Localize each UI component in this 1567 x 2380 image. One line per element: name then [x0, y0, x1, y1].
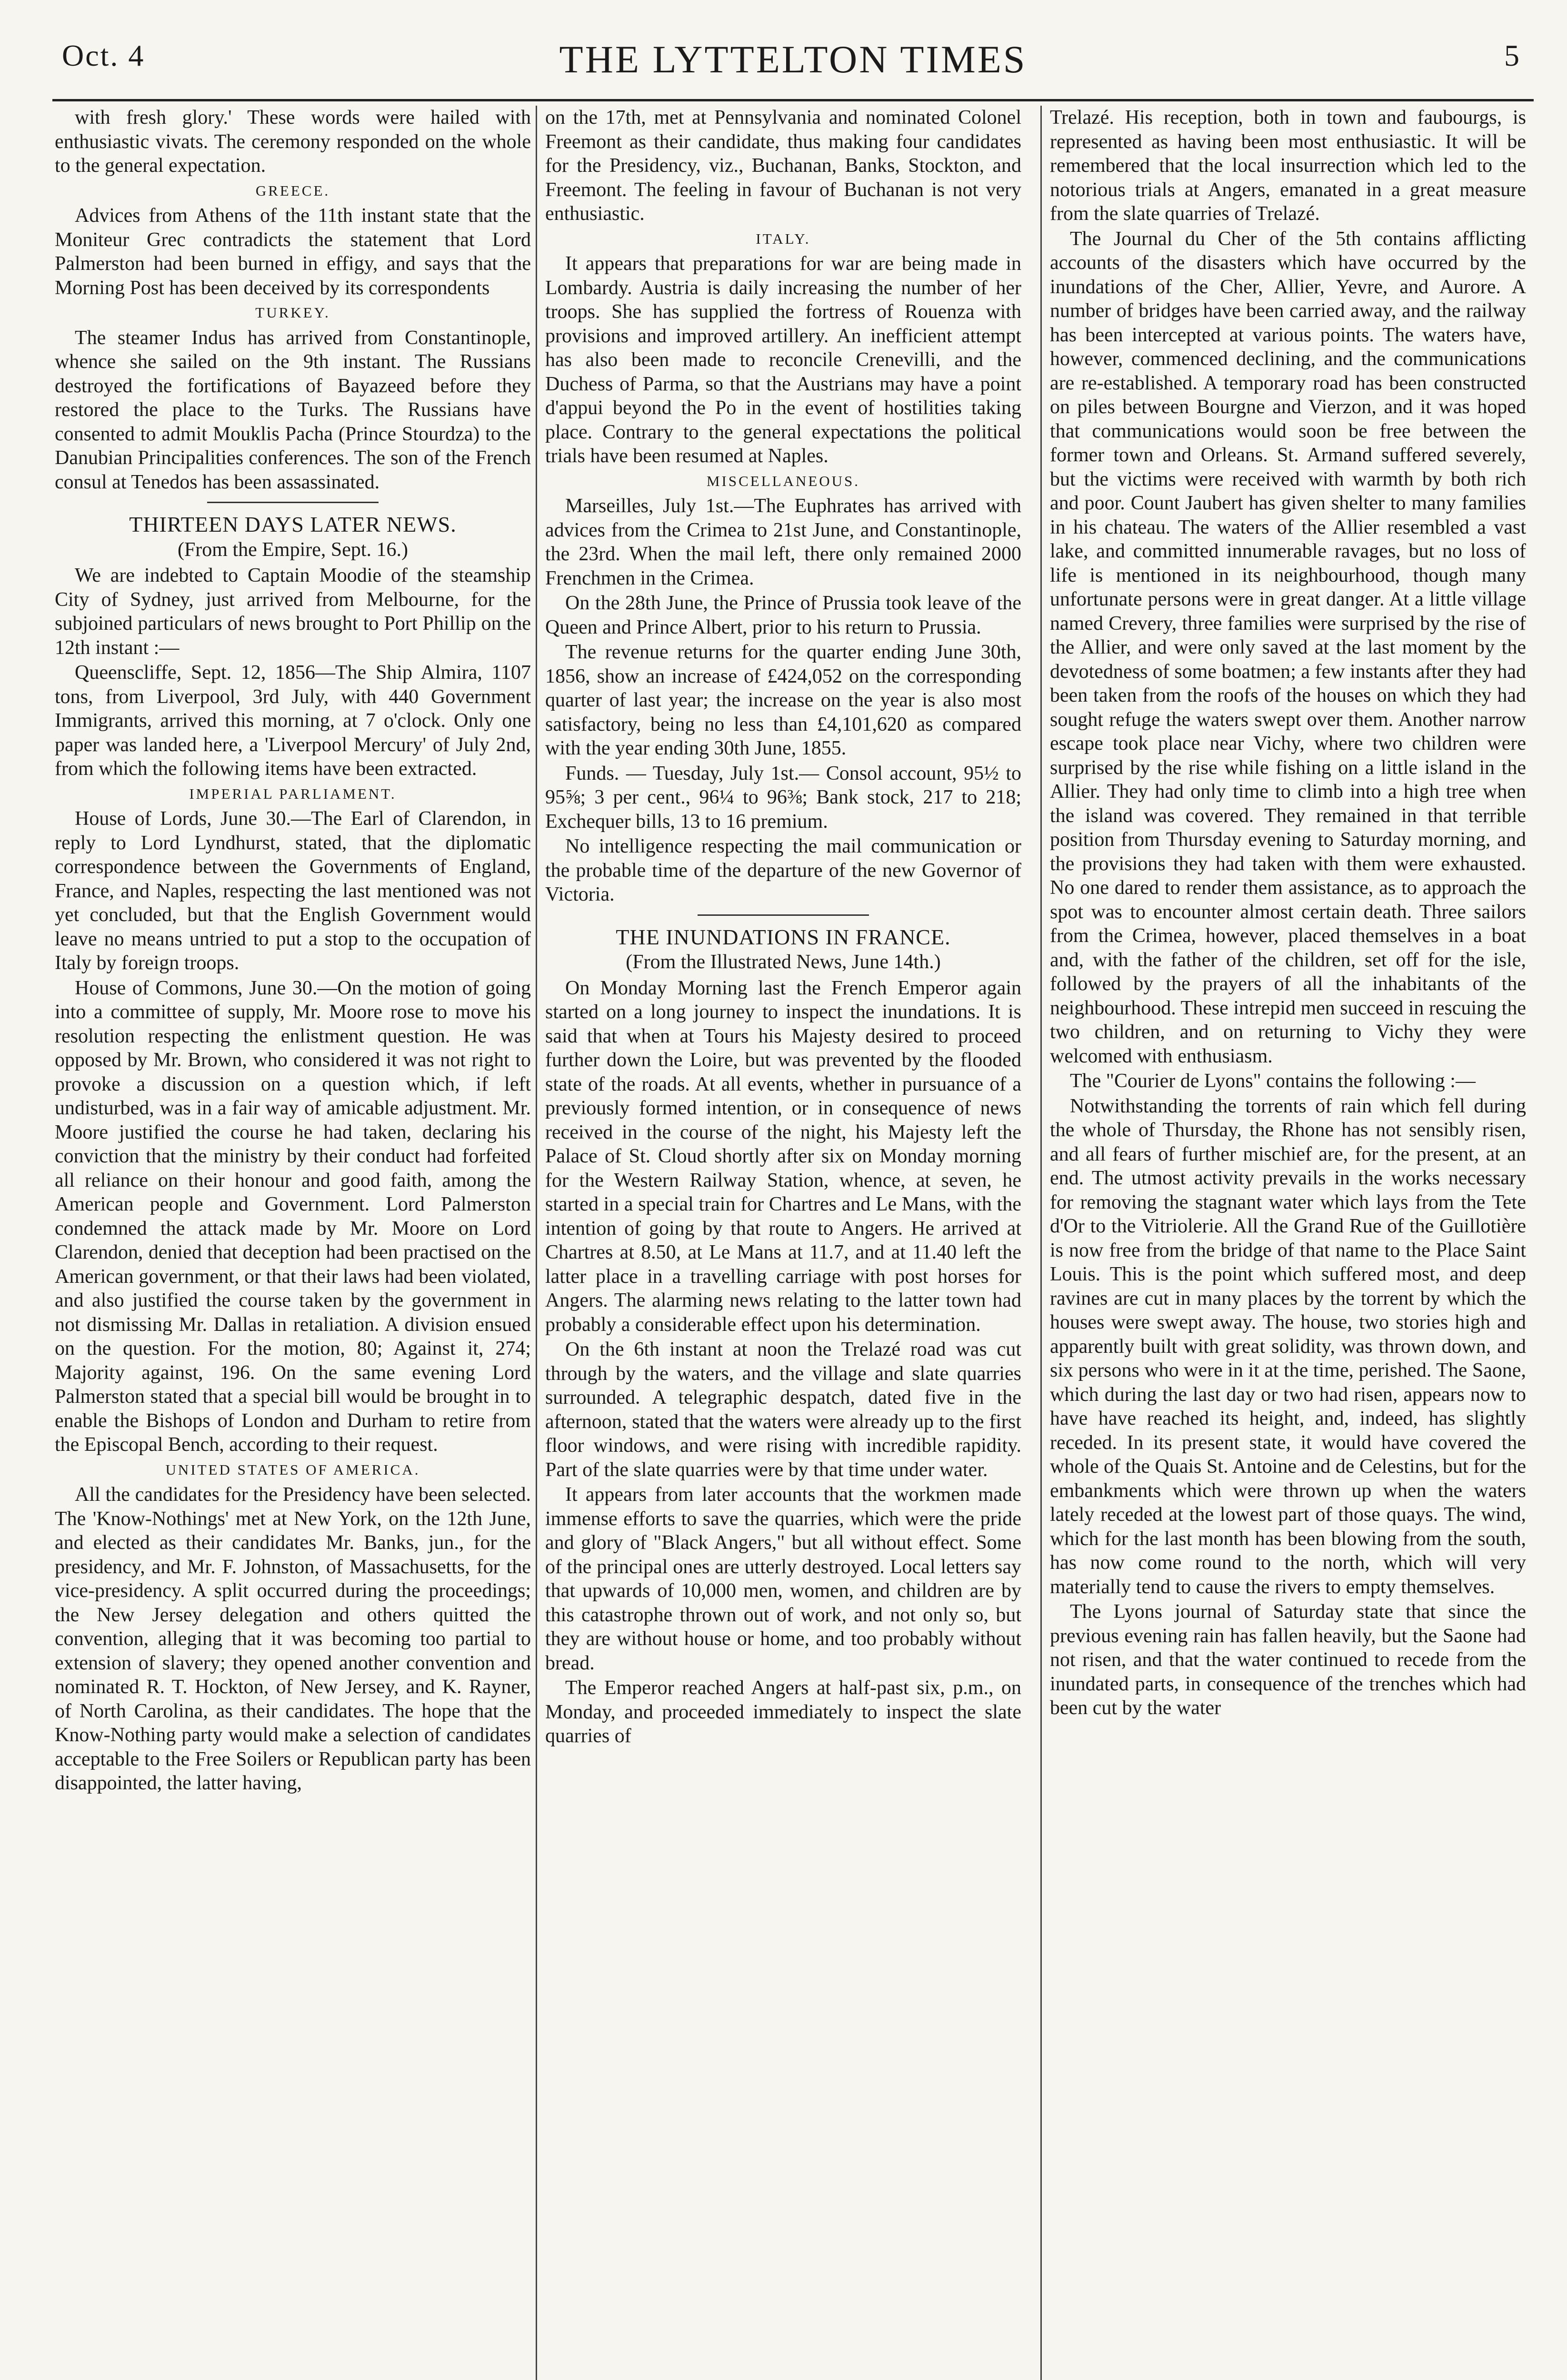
article-headline: THIRTEEN DAYS LATER NEWS.	[129, 512, 457, 536]
article-paragraph: The revenue returns for the quarter ending June 30th, 1856, show an increase of £424,052 on the corresponding quarter of last year; the increase on the year is also most satisfactory, being no less than £4,101,620 as compared with the year ending 30th June, 1855.	[545, 641, 1021, 759]
article-paragraph: The "Courier de Lyons" contains the following :—	[1070, 1070, 1476, 1092]
article-paragraph: All the candidates for the Presidency have been selected. The 'Know-Nothings' met at New York, on the 12th June, and elected as their candidates Mr. Banks, jun., for the presidency, and Mr. F. Johnston, of Massachusetts, for the vice-presidency. A split occurred during the proceedings; the New Jersey delegation and others quitted the convention, alleging that it was becoming too partial to extension of slavery; they opened another convention and nominated R. T. Hockton, of New Jersey, and K. Rayner, of North Carolina, as their candidates. The hope that the Know-Nothing party would make a selection of candidates acceptable to the Free Soilers or Republican party has been disappointed, the latter having,	[55, 1484, 531, 1794]
article-paragraph: Queenscliffe, Sept. 12, 1856—The Ship Almira, 1107 tons, from Liverpool, 3rd July, with 440 Government Immigrants, arrived this morning, at 7 o'clock. Only one paper was landed here, a 'Liverpool Mercury' of July 2nd, from which the following items have been extracted.	[55, 662, 531, 780]
column-divider	[536, 106, 537, 2380]
column-divider	[1040, 106, 1042, 2380]
article-paragraph: Trelazé. His reception, both in town and faubourgs, is represented as having been most enthusiastic. It will be remembered that the local insurrection which led to the notorious trials at Angers, emanated in a great measure from the slate quarries of Trelazé.	[1050, 107, 1526, 225]
article-paragraph: with fresh glory.' These words were hailed with enthusiastic vivats. The ceremony responded on the whole to the general expectation.	[55, 107, 531, 177]
newspaper-title: THE LYTTELTON TIMES	[559, 38, 1027, 81]
article-paragraph: on the 17th, met at Pennsylvania and nominated Colonel Freemont as their candidate, thus making four candidates for the Presidency, viz., Buchanan, Banks, Stockton, and Freemont. The feeling in favour of Buchanan is not very enthusiastic.	[545, 107, 1021, 225]
column-2	[545, 106, 1021, 1748]
issue-date: Oct. 4	[62, 39, 145, 72]
article-source: (From the Empire, Sept. 16.)	[177, 538, 409, 561]
article-paragraph: On the 28th June, the Prince of Prussia took leave of the Queen and Prince Albert, prior to his return to Prussia.	[545, 592, 1021, 638]
article-paragraph: On the 6th instant at noon the Trelazé road was cut through by the waters, and the village and slate quarries surrounded. A telegraphic despatch, dated five in the afternoon, stated that the waters were already up to the first floor windows, and were rising with incredible rapidity. Part of the slate quarries were by that time under water.	[545, 1339, 1021, 1481]
masthead-rule	[52, 99, 1534, 101]
article-paragraph: No intelligence respecting the mail communication or the probable time of the departure of the new Governor of Victoria.	[545, 835, 1021, 905]
section-divider	[207, 502, 379, 503]
page-number: 5	[1504, 39, 1519, 72]
column-1	[55, 106, 531, 1795]
article-paragraph: On Monday Morning last the French Emperor again started on a long journey to inspect the inundations. It is said that when at Tours his Majesty desired to proceed further down the Loire, but was prevented by the flooded state of the roads. At all events, whether in pursuance of a previously formed intention, or in consequence of news received in the course of the night, his Majesty left the Palace of St. Cloud shortly after six on Monday morning for the Western Railway Station, whence, at seven, he started in a special train for Chartres and Le Mans, with the intention of going by that route to Angers. He arrived at Chartres at 8.50, at Le Mans at 11.7, and at 11.40 left the latter place in a travelling carriage with post horses for Angers. The alarming news relating to the latter town had probably a considerable effect upon his determination.	[545, 977, 1021, 1336]
article-paragraph: The Journal du Cher of the 5th contains afflicting accounts of the disasters which have occurred by the inundations of the Cher, Allier, Yevre, and Aurore. A number of bridges have been carried away, and the railway has been intercepted at various points. The waters have, however, commenced declining, and the communications are re-established. A temporary road has been constructed on piles between Bourgne and Vierzon, and it was hoped that communications would soon be free between the former town and Orleans. St. Armand suffered severely, but the victims were received with warmth by both rich and poor. Count Jaubert has given shelter to many families in his chateau. The waters of the Allier resembled a vast lake, and committed innumerable ravages, but no loss of life is mentioned in its neighbourhood, though many unfortunate persons were in great danger. At a little village named Crevery, three families were surprised by the rise of the Allier, and were only saved at the last moment by the devotedness of some boatmen; a few instants after they had been taken from the roofs of the houses on which they had sought refuge the waters swept over them. Another narrow escape took place near Vichy, where two children were surprised by the rise while fishing on a little island in the Allier. They had only time to climb into a high tree when the island was covered. They remained in that terrible position from Thursday evening to Saturday morning, and the provisions they had taken with them were exhausted. No one dared to render them assistance, as to approach the spot was to encounter almost certain death. Three sailors from the Crimea, however, placed themselves in a boat and, with the father of the children, set off for the isle, followed by the prayers of all the inhabitants of the neighbourhood. These intrepid men succeed in rescuing the two children, and on returning to Vichy they were welcomed with enthusiasm.	[1050, 228, 1526, 1067]
section-heading: IMPERIAL PARLIAMENT.	[189, 785, 397, 802]
article-paragraph: The Emperor reached Angers at half-past six, p.m., on Monday, and proceeded immediately to inspect the slate quarries of	[545, 1677, 1021, 1747]
article-paragraph: Notwithstanding the torrents of rain which fell during the whole of Thursday, the Rhone has not sensibly risen, and all fears of further mischief are, for the present, at an end. The utmost activity prevails in the works necessary for removing the stagnant water which lays from the Tete d'Or to the Vitriolerie. All the Grand Rue of the Guillotière is now free from the bridge of that name to the Place Saint Louis. This is the point which suffered most, and deep ravines are cut in many places by the torrent by which the houses were swept away. The house, two stories high and apparently built with great solidity, was thrown down, and six persons who were in it at the time, perished. The Saone, which during the last day or two had risen, appears now to have have reached its height, and, indeed, has slightly receded. In its present state, it would have covered the whole of the Quais St. Antoine and de Celestins, but for the embankments which were thrown up when the waters lately receded at the lowest part of those quays. The wind, which for the last month has been blowing from the south, has now come round to the north, which will very materially tend to cause the rivers to empty themselves.	[1050, 1095, 1527, 1598]
article-paragraph: The Lyons journal of Saturday state that since the previous evening rain has fallen heavily, but the Saone had not risen, and that the water continued to recede from the inundated parts, in consequence of the trenches which had been cut by the water	[1050, 1601, 1526, 1719]
section-heading: UNITED STATES OF AMERICA.	[165, 1461, 420, 1478]
section-divider	[698, 914, 869, 916]
article-source: (From the Illustrated News, June 14th.)	[626, 951, 941, 973]
article-paragraph: It appears that preparations for war are being made in Lombardy. Austria is daily increasing the number of her troops. She has supplied the fortress of Rouenza with provisions and improved artillery. An inefficient attempt has also been made to reconcile Crenevilli, and the Duchess of Parma, so that the Austrians may have a point d'appui beyond the Po in the event of hostilities taking place. Contrary to the general expectations the political trials have been resumed at Naples.	[545, 253, 1021, 467]
section-heading: TURKEY.	[255, 304, 330, 321]
article-paragraph: Marseilles, July 1st.—The Euphrates has arrived with advices from the Crimea to 21st June, and Constantinople, the 23rd. When the mail left, there only remained 2000 Frenchmen in the Crimea.	[545, 495, 1021, 589]
article-headline: THE INUNDATIONS IN FRANCE.	[616, 924, 951, 949]
article-paragraph: We are indebted to Captain Moodie of the steamship City of Sydney, just arrived from Melbourne, for the subjoined particulars of news brought to Port Phillip on the 12th instant :—	[55, 565, 531, 659]
article-paragraph: House of Lords, June 30.—The Earl of Clarendon, in reply to Lord Lyndhurst, stated, that the diplomatic correspondence between the Governments of England, France, and Naples, respecting the last mentioned was not yet concluded, but that the English Government would leave no means untried to put a stop to the occupation of Italy by foreign troops.	[55, 808, 531, 974]
article-paragraph: House of Commons, June 30.—On the motion of going into a committee of supply, Mr. Moore rose to move his resolution respecting the enlistment question. He was opposed by Mr. Brown, who considered it was not right to provoke a discussion on a question which, if left undisturbed, was in a fair way of amicable adjustment. Mr. Moore justified the course he had taken, declaring his conviction that the ministry by their conduct had forfeited all reliance on their honour and good faith, among the American people and Government. Lord Palmerston condemned the attack made by Mr. Moore on Lord Clarendon, denied that deception had been practised on the American government, or that their laws had been violated, and also justified the course taken by the government in not dismissing Mr. Dallas in retaliation. A division ensued on the question. For the motion, 80; Against it, 274; Majority against, 196. On the same evening Lord Palmerston stated that a special bill would be brought in to enable the Bishops of London and Durham to retire from the Episcopal Bench, according to their request.	[55, 977, 531, 1456]
section-heading: MISCELLANEOUS.	[706, 472, 860, 489]
article-paragraph: The steamer Indus has arrived from Constantinople, whence she sailed on the 9th instant. The Russians destroyed the fortifications of Bayazeed before they restored the place to the Turks. The Russians have consented to admit Mouklis Pacha (Prince Stourdza) to the Danubian Principalities conferences. The son of the French consul at Tenedos has been assassinated.	[55, 327, 531, 493]
section-heading: ITALY.	[756, 230, 811, 247]
section-heading: GREECE.	[255, 182, 330, 199]
article-paragraph: It appears from later accounts that the workmen made immense efforts to save the quarries, which were the pride and glory of "Black Angers," but all without effect. Some of the principal ones are utterly destroyed. Local letters say that upwards of 10,000 men, women, and children are by this catastrophe thrown out of work, and not only so, but they are without house or home, and too probably without bread.	[545, 1484, 1021, 1674]
column-3	[1050, 106, 1526, 1720]
article-paragraph: Funds. — Tuesday, July 1st.— Consol account, 95½ to 95⅝; 3 per cent., 96¼ to 96⅜; Bank stock, 217 to 218; Exchequer bills, 13 to 16 premium.	[545, 762, 1021, 833]
article-paragraph: Advices from Athens of the 11th instant state that the Moniteur Grec contradicts the statement that Lord Palmerston had been burned in effigy, and says that the Morning Post has been deceived by its correspondents	[55, 205, 531, 299]
masthead	[52, 37, 1534, 97]
